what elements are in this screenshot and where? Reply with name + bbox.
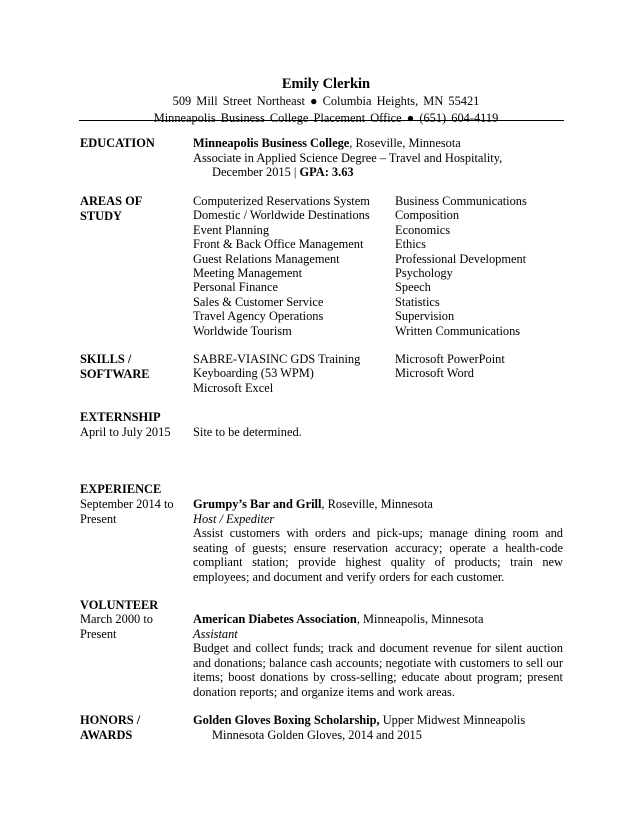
skills-list-left <box>193 352 563 395</box>
skills-list-right <box>395 352 505 381</box>
list-item: Guest Relations Management <box>193 251 340 266</box>
volunteer-org: American Diabetes Association <box>193 612 357 626</box>
school-location: , Roseville, Minnesota <box>349 136 461 150</box>
list-item: Economics <box>395 222 451 237</box>
externship-label: EXTERNSHIP <box>80 410 161 424</box>
skills-label-line1: SKILLS / <box>80 352 132 366</box>
honors-label-line2: AWARDS <box>80 727 133 742</box>
study-label-line1: AREAS OF <box>80 194 143 208</box>
list-item: Statistics <box>395 294 440 309</box>
degree: Associate in Applied Science Degree – Travel and Hospitality, <box>193 150 503 165</box>
list-item: Personal Finance <box>193 280 278 295</box>
list-item: Psychology <box>395 266 453 281</box>
gpa: GPA: 3.63 <box>299 165 354 179</box>
award-detail: Upper Midwest Minneapolis <box>379 713 526 727</box>
list-item: Ethics <box>395 237 426 252</box>
list-item: Composition <box>395 208 460 223</box>
experience-dates <box>80 497 174 526</box>
honors-entry <box>193 713 563 742</box>
volunteer-dates-line1: March 2000 to <box>80 612 153 626</box>
list-item: Microsoft PowerPoint <box>395 352 505 366</box>
honors-label <box>80 713 140 742</box>
list-item: Meeting Management <box>193 266 303 281</box>
list-item: Speech <box>395 280 431 295</box>
volunteer-dates <box>80 612 153 641</box>
education-label: EDUCATION <box>80 136 155 150</box>
employer-location: , Roseville, Minnesota <box>321 497 433 511</box>
list-item: Sales & Customer Service <box>193 294 324 309</box>
school-name: Minneapolis Business College <box>193 136 350 150</box>
list-item: Written Communications <box>395 323 521 338</box>
study-label <box>80 194 142 223</box>
award-name: Golden Gloves Boxing Scholarship, <box>193 713 380 727</box>
volunteer-location: , Minneapolis, Minnesota <box>356 612 484 626</box>
list-item: Front & Back Office Management <box>193 237 364 252</box>
list-item: Domestic / Worldwide Destinations <box>193 208 370 223</box>
education-section <box>193 136 563 180</box>
employer-name: Grumpy’s Bar and Grill <box>193 497 322 511</box>
list-item: Microsoft Excel <box>193 380 274 395</box>
volunteer-title: Assistant <box>193 626 238 641</box>
job-description: Assist customers with orders and pick-ups; manage dining room and seating of guests; ensure reservation accuracy; operate a health-code compliant station; provide highest quality of products; train new employees; and document and verify orders for each customer. <box>193 526 563 584</box>
graduation-date: December 2015 | <box>212 165 300 179</box>
externship-dates: April to July 2015 <box>80 425 171 439</box>
volunteer-label: VOLUNTEER <box>80 598 159 612</box>
volunteer-description: Budget and collect funds; track and document revenue for silent auction and donations; balance cash accounts; negotiate with customers to sell our items; boost donations by cross-selling; educate about program; present donation reports; and organize items and work areas. <box>193 641 563 699</box>
job-title: Host / Expediter <box>193 511 275 526</box>
honors-label-line1: HONORS / <box>80 713 141 727</box>
experience-entry <box>193 497 563 584</box>
header-divider <box>79 120 564 121</box>
list-item: Professional Development <box>395 251 527 266</box>
list-item: Business Communications <box>395 194 527 208</box>
list-item: Microsoft Word <box>395 366 474 381</box>
list-item: Supervision <box>395 309 455 324</box>
list-item: Travel Agency Operations <box>193 309 324 324</box>
list-item: Keyboarding (53 WPM) <box>193 366 314 381</box>
volunteer-entry <box>193 612 563 699</box>
list-item: Computerized Reservations System <box>193 194 370 208</box>
study-label-line2: STUDY <box>80 208 122 223</box>
skills-label-line2: SOFTWARE <box>80 366 150 381</box>
list-item: Event Planning <box>193 222 270 237</box>
award-line2: Minnesota Golden Gloves, 2014 and 2015 <box>212 727 422 742</box>
address-line: 509 Mill Street Northeast ● Columbia Heights, MN 55421 <box>172 94 480 108</box>
experience-label: EXPERIENCE <box>80 482 162 496</box>
experience-dates-line1: September 2014 to <box>80 497 174 511</box>
volunteer-dates-line2: Present <box>80 626 117 641</box>
list-item: SABRE-VIASINC GDS Training <box>193 352 361 366</box>
contact-line: Minneapolis Business College Placement Office ● (651) 604-4119 <box>153 111 499 125</box>
externship-text: Site to be determined. <box>193 425 302 439</box>
study-list-right <box>395 194 527 338</box>
experience-dates-line2: Present <box>80 511 117 526</box>
candidate-name: Emily Clerkin <box>281 76 371 92</box>
list-item: Worldwide Tourism <box>193 323 292 338</box>
skills-label <box>80 352 150 381</box>
